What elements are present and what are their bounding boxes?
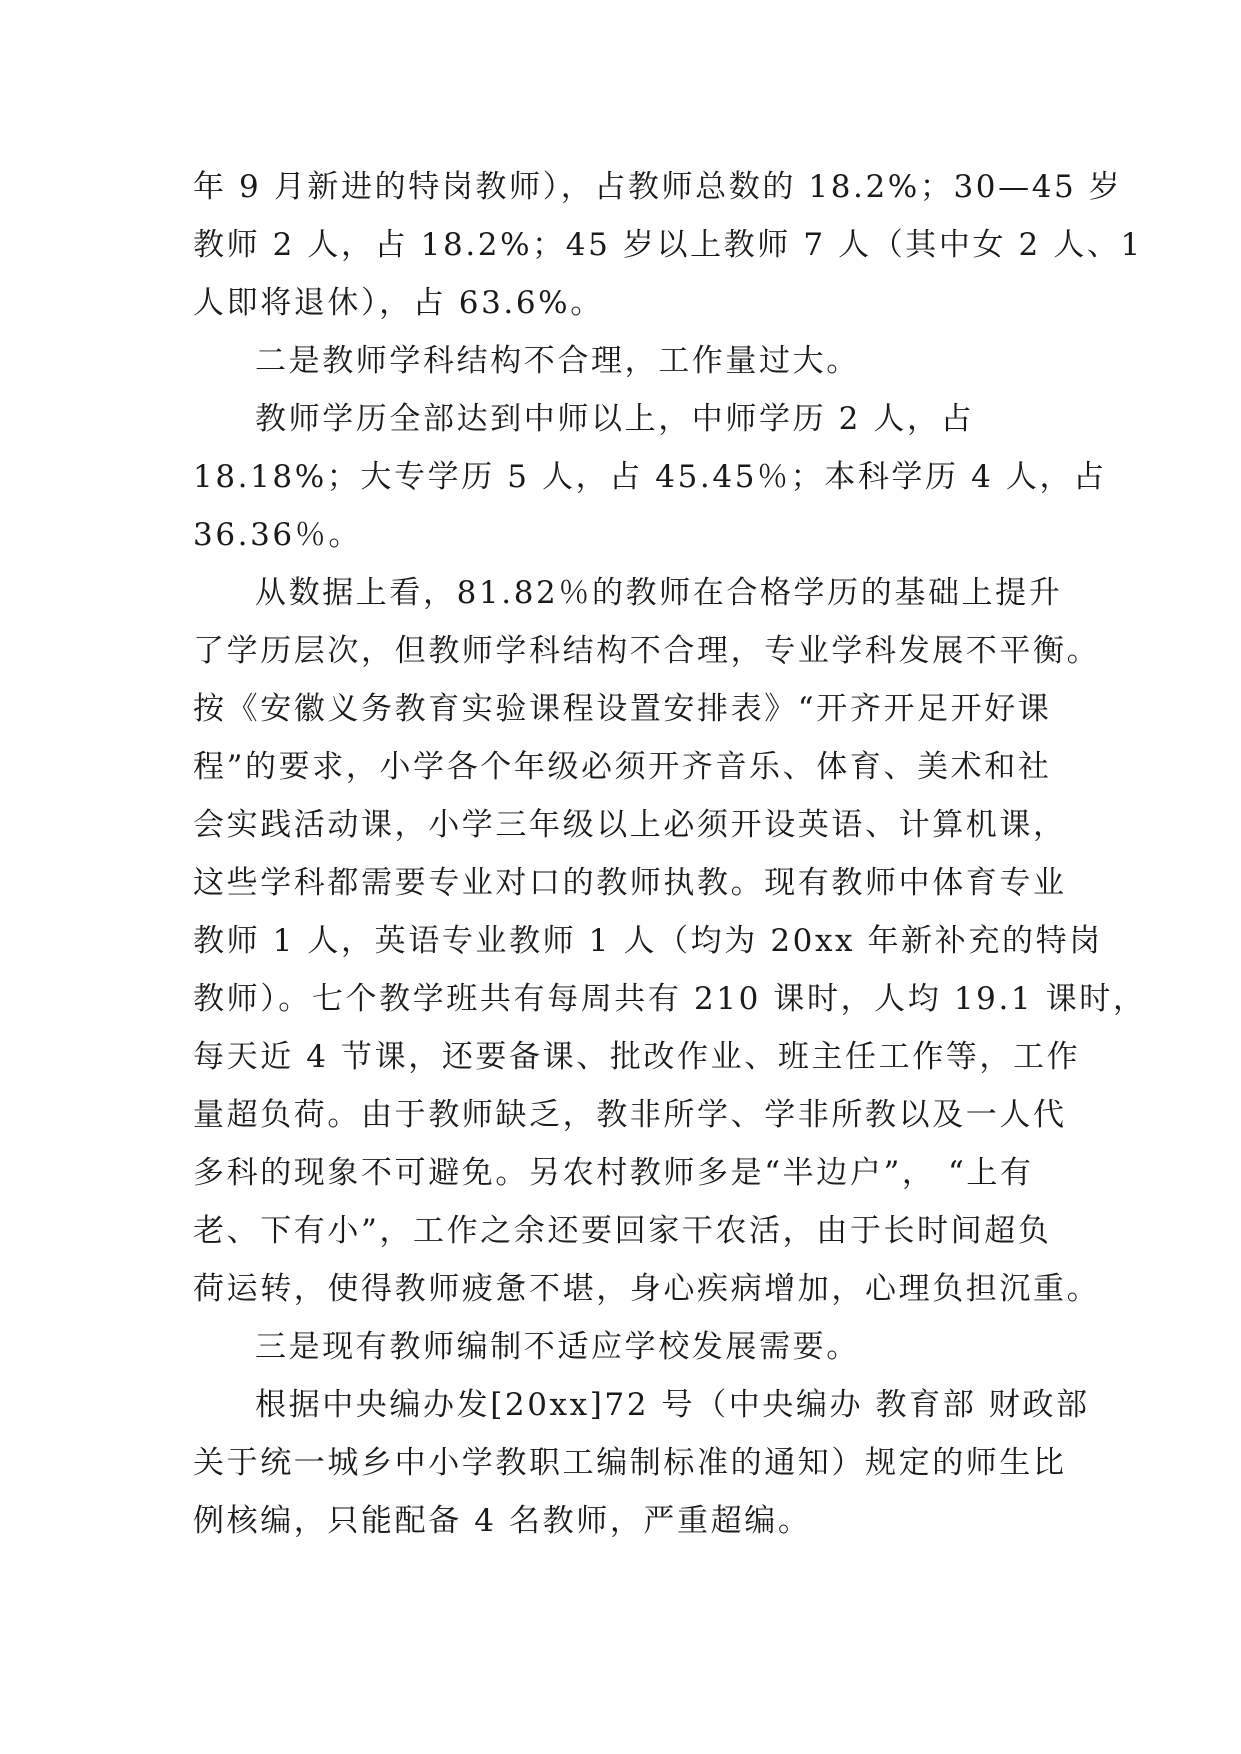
text-line: 程”的要求，小学各个年级必须开齐音乐、体育、美术和社 bbox=[193, 749, 1052, 785]
text-line: 多科的现象不可避免。另农村教师多是“半边户”， “上有 bbox=[193, 1155, 1034, 1191]
text-line: 了学历层次，但教师学科结构不合理，专业学科发展不平衡。 bbox=[193, 633, 1101, 669]
text-line: 36.36％。 bbox=[193, 517, 362, 553]
text-line: 从数据上看，81.82％的教师在合格学历的基础上提升 bbox=[255, 575, 1063, 611]
text-line: 年 9 月新进的特岗教师），占教师总数的 18.2%；30—45 岁 bbox=[193, 169, 1123, 205]
text-line: 会实践活动课，小学三年级以上必须开设英语、计算机课， bbox=[193, 807, 1067, 843]
text-line: 人即将退休），占 63.6%。 bbox=[193, 285, 604, 321]
section-heading: 三是现有教师编制不适应学校发展需要。 bbox=[255, 1329, 860, 1365]
text-line: 教师）。七个教学班共有每周共有 210 课时，人均 19.1 课时， bbox=[193, 981, 1147, 1017]
text-line: 教师 2 人，占 18.2%；45 岁以上教师 7 人（其中女 2 人、1 bbox=[193, 227, 1143, 263]
text-line: 每天近 4 节课，还要备课、批改作业、班主任工作等，工作 bbox=[193, 1039, 1081, 1075]
text-line: 18.18%；大专学历 5 人，占 45.45％；本科学历 4 人，占 bbox=[193, 459, 1107, 495]
text-line: 关于统一城乡中小学教职工编制标准的通知）规定的师生比 bbox=[193, 1445, 1067, 1481]
text-line: 老、下有小”，工作之余还要回家干农活，由于长时间超负 bbox=[193, 1213, 1052, 1249]
text-line: 按《安徽义务教育实验课程设置安排表》“开齐开足开好课 bbox=[193, 691, 1052, 727]
text-line: 荷运转，使得教师疲惫不堪，身心疾病增加，心理负担沉重。 bbox=[193, 1271, 1101, 1307]
text-line: 教师学历全部达到中师以上，中师学历 2 人，占 bbox=[255, 401, 975, 437]
text-line: 教师 1 人，英语专业教师 1 人（均为 20xx 年新补充的特岗 bbox=[193, 923, 1103, 959]
text-line: 根据中央编办发[20xx]72 号（中央编办 教育部 财政部 bbox=[255, 1387, 1090, 1423]
text-line: 例核编，只能配备 4 名教师，严重超编。 bbox=[193, 1503, 812, 1539]
section-heading: 二是教师学科结构不合理，工作量过大。 bbox=[255, 343, 860, 379]
document-body bbox=[193, 158, 1147, 1550]
text-line: 量超负荷。由于教师缺乏，教非所学、学非所教以及一人代 bbox=[193, 1097, 1067, 1133]
text-line: 这些学科都需要专业对口的教师执教。现有教师中体育专业 bbox=[193, 865, 1067, 901]
